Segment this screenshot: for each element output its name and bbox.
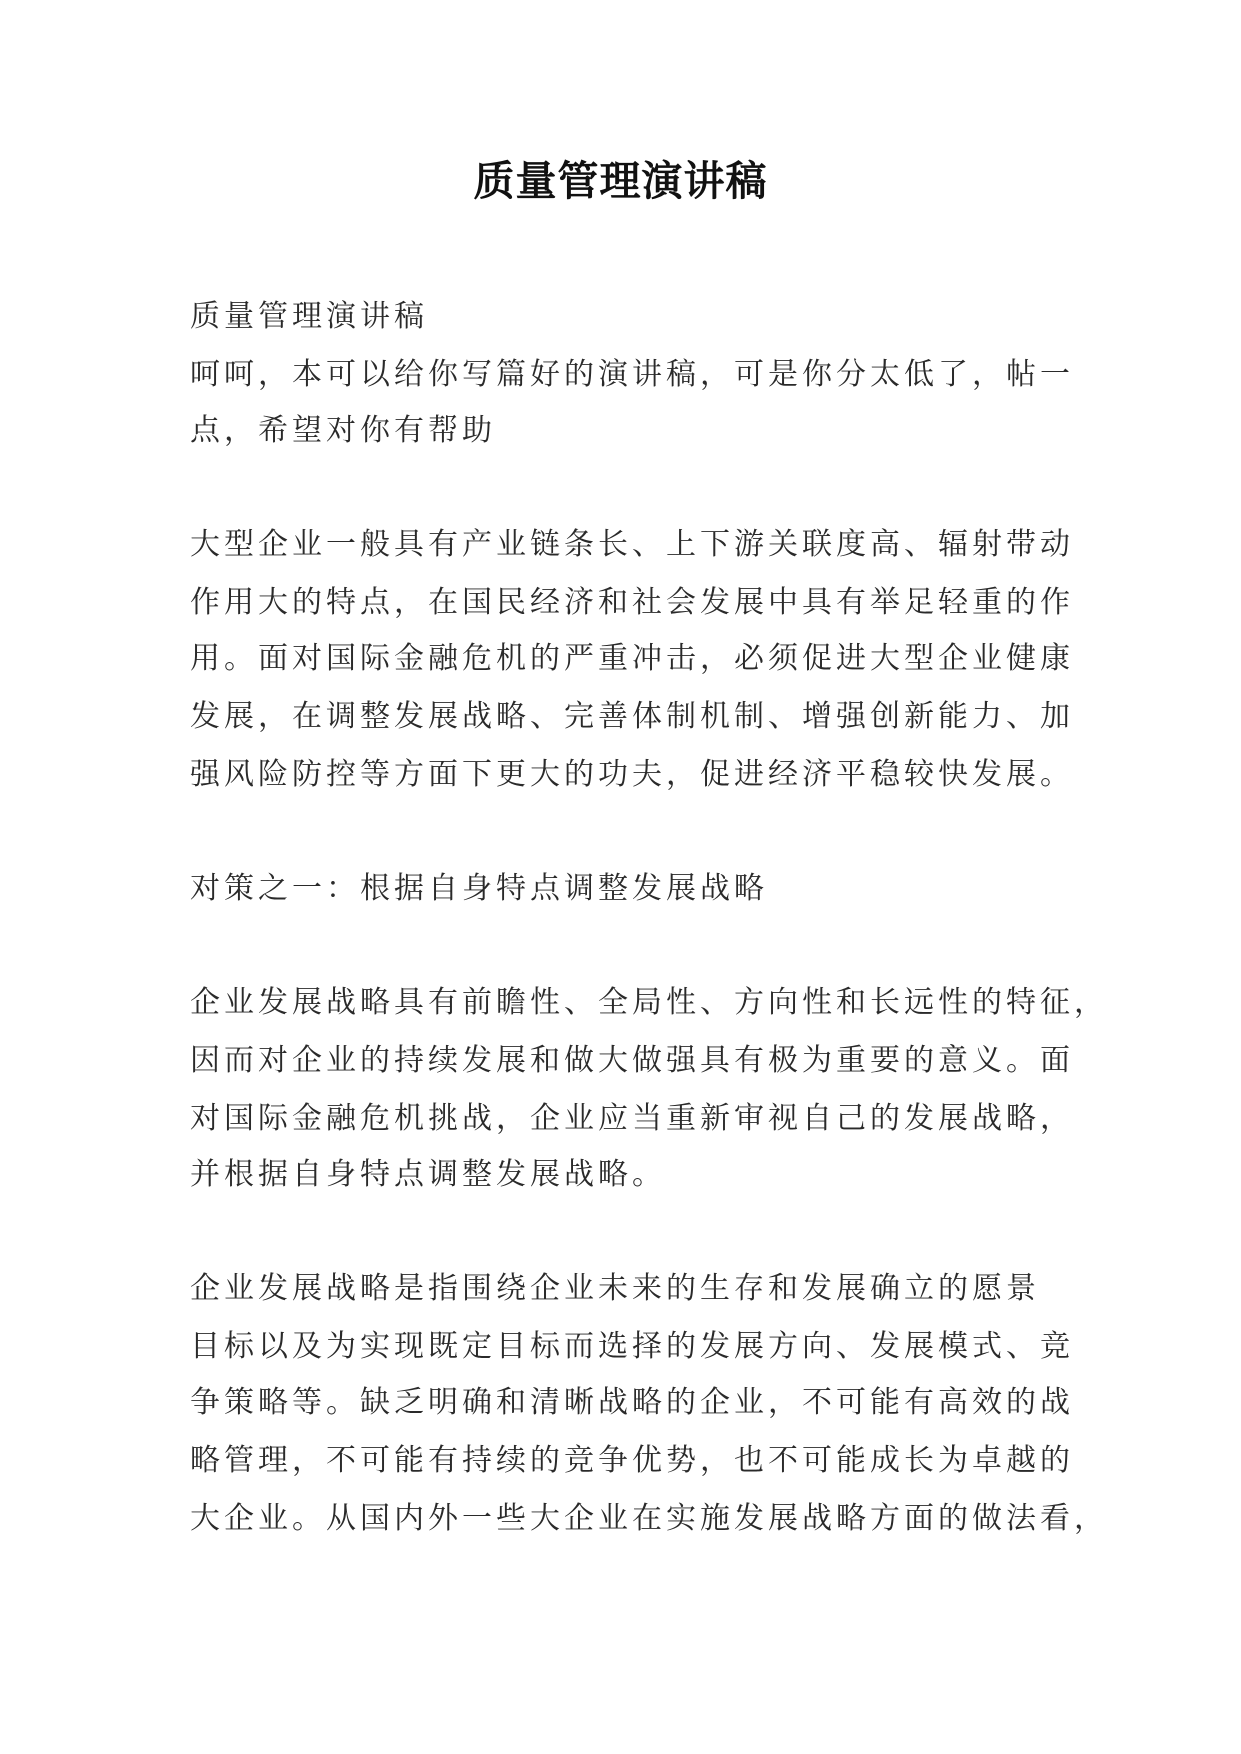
text-line: 对国际金融危机挑战，企业应当重新审视自己的发展战略， xyxy=(190,1101,1074,1136)
text-line: 用。面对国际金融危机的严重冲击，必须促进大型企业健康 xyxy=(190,641,1074,676)
document-title: 质量管理演讲稿 xyxy=(473,157,768,205)
text-line: 目标以及为实现既定目标而选择的发展方向、发展模式、竞 xyxy=(190,1329,1074,1364)
text-line: 企业发展战略是指围绕企业未来的生存和发展确立的愿景 xyxy=(190,1271,1040,1306)
text-line: 争策略等。缺乏明确和清晰战略的企业，不可能有高效的战 xyxy=(190,1385,1074,1420)
text-line: 大型企业一般具有产业链条长、上下游关联度高、辐射带动 xyxy=(190,527,1074,562)
text-line: 大企业。从国内外一些大企业在实施发展战略方面的做法看， xyxy=(190,1501,1108,1536)
text-line: 略管理，不可能有持续的竞争优势，也不可能成长为卓越的 xyxy=(190,1443,1074,1478)
section-heading: 对策之一：根据自身特点调整发展战略 xyxy=(190,871,768,906)
text-line: 点，希望对你有帮助 xyxy=(190,413,496,448)
text-line: 作用大的特点，在国民经济和社会发展中具有举足轻重的作 xyxy=(190,585,1074,620)
text-line: 质量管理演讲稿 xyxy=(190,299,428,334)
text-line: 企业发展战略具有前瞻性、全局性、方向性和长远性的特征， xyxy=(190,985,1108,1020)
text-line: 呵呵，本可以给你写篇好的演讲稿，可是你分太低了，帖一 xyxy=(190,357,1074,392)
text-line: 发展，在调整发展战略、完善体制机制、增强创新能力、加 xyxy=(190,699,1074,734)
text-line: 因而对企业的持续发展和做大做强具有极为重要的意义。面 xyxy=(190,1043,1074,1078)
text-line: 并根据自身特点调整发展战略。 xyxy=(190,1157,666,1192)
text-line: 强风险防控等方面下更大的功夫，促进经济平稳较快发展。 xyxy=(190,757,1074,792)
